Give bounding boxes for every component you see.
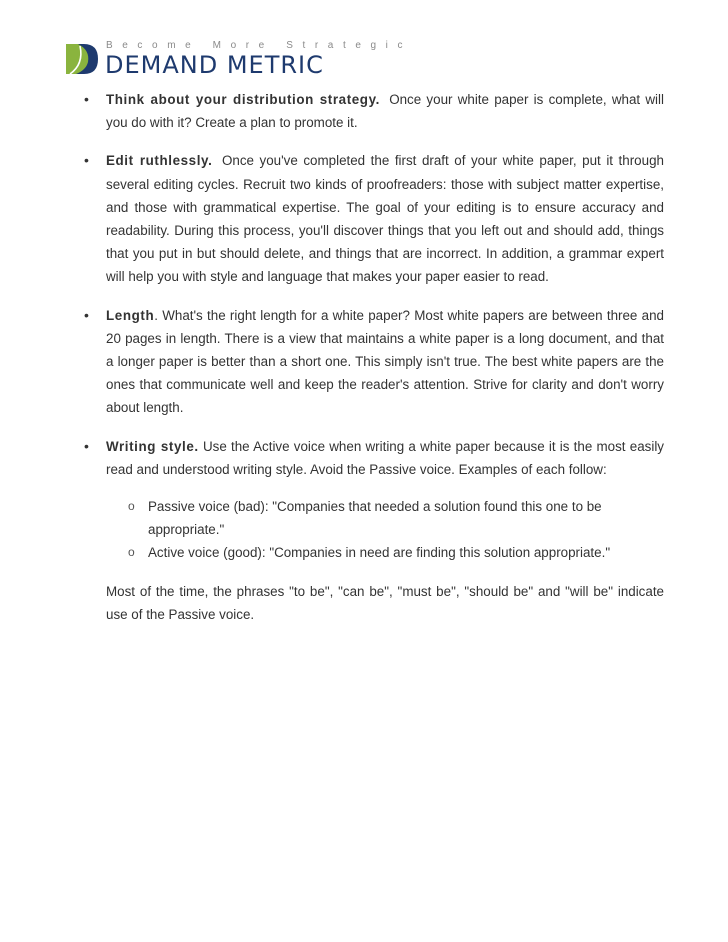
- bullet-paragraph: [106, 304, 664, 420]
- closing-paragraph: Most of the time, the phrases "to be", "can be", "must be", "should be" and "will be" indicate use of the Passive voice.: [106, 583, 664, 622]
- example-item: [106, 541, 664, 564]
- bullet-item: [84, 304, 664, 420]
- bullet-item: [84, 88, 664, 134]
- bullet-paragraph: [106, 88, 664, 134]
- bullet-text: . What's the right length for a white paper? Most white papers are between three and 20 pages in length. There is a view that maintains a white paper is a long document, and that a longer paper is better than a short one. This simply isn't true. The best white papers are the ones that communicate well and keep the reader's attention. Strive for clarity and don't worry about length.: [106, 307, 664, 416]
- bullet-heading: Length: [106, 307, 155, 323]
- bullet-heading: Writing style.: [106, 438, 199, 454]
- bullet-paragraph: [106, 149, 664, 288]
- example-text: Active voice (good): "Companies in need are finding this solution appropriate.": [148, 545, 611, 561]
- bullet-dot-icon: •: [84, 306, 89, 323]
- circle-bullet-icon: o: [128, 499, 135, 514]
- bullet-item: [84, 435, 664, 565]
- bullet-item: [84, 149, 664, 288]
- bullet-dot-icon: •: [84, 91, 89, 107]
- bullet-dot-icon: •: [84, 437, 89, 454]
- bullet-dot-icon: •: [84, 152, 89, 169]
- bullet-paragraph: [106, 435, 664, 481]
- example-item: [106, 495, 664, 541]
- bullet-text: Once your white paper is complete, what will you do with it? Create a plan to promote it.: [106, 92, 664, 131]
- circle-bullet-icon: o: [128, 545, 135, 560]
- logo-mark-icon: [64, 42, 100, 76]
- logo-brand-name: DEMAND METRIC: [105, 51, 324, 79]
- example-text: Passive voice (bad): "Companies that needed a solution found this one to be appropriate.": [148, 499, 602, 538]
- bullet-heading: Edit ruthlessly.: [106, 153, 213, 169]
- demand-metric-logo: [64, 40, 413, 82]
- bullet-text: Use the Active voice when writing a white paper because it is the most easily read and understood writing style. Avoid the Passive voice. Examples of each follow:: [106, 438, 664, 477]
- logo-tagline: Become More Strategic: [106, 40, 413, 51]
- bullet-heading: Think about your distribution strategy.: [106, 92, 380, 107]
- example-list: [106, 495, 664, 565]
- document-body: [84, 88, 664, 626]
- bullet-text: Once you've completed the first draft of your white paper, put it through several editing cycles. Recruit two kinds of proofreaders: those with subject matter expertise, and those with grammatical expertise. The goal of your editing is to ensure accuracy and readability. During this process, you'll discover things that you left out and should add, things that you put in but should delete, and things that are incorrect. In addition, a grammar expert will help you with style and language that makes your paper easier to read.: [106, 153, 664, 285]
